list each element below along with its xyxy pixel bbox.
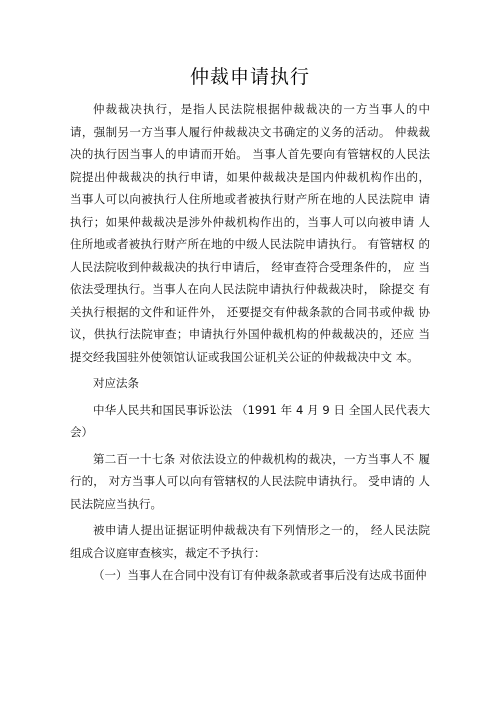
paragraph-definition: 仲裁裁决执行，是指人民法院根据仲裁裁决的一方当事人的中 请，强制另一方当事人履行仲裁裁决文书确定的义务的活动。 仲裁裁 决的执行因当事人的申请而开始。 当事人首先要向有管辖权的人民法 院提出仲裁裁决的执行申请，如果仲裁裁决是国内仲裁机构作出的， 当事人可以向被执行人住所地或者被执行财产所在地的人民法院申 请执行；如果仲裁裁决是涉外仲裁机构作出的，当事人可以向被申请 人住所地或者被执行财产所在地的中级人民法院申请执行。 有管辖权 的人民法院收到仲裁裁决的执行申请后， 经审查符合受理条件的， 应 当依法受理执行。当事人在向人民法院申请执行仲裁裁决时， 除提交 有关执行根据的文件和证件外， 还要提交有仲裁条款的合同书或仲裁 协议，供执行法院审查；申请执行外国仲裁机构的仲裁裁决的，还应 当提交经我国驻外使领馆认证或我国公证机关公证的仲裁裁决中文 本。 xyxy=(70,102,430,364)
paragraph-non-enforcement: 被申请人提出证据证明仲裁裁决有下列情形之一的， 经人民法院组成合议庭审查核实，裁定不予执行： xyxy=(70,523,430,560)
document-title: 仲裁申请执行 xyxy=(189,66,310,88)
paragraph-item-1: （一）当事人在合同中没有订有仲裁条款或者事后没有达成书面仲 xyxy=(93,568,427,582)
paragraph-law-citation: 中华人民共和国民事诉讼法 （1991 年 4 月 9 日 全国人民代表大会） xyxy=(70,402,430,439)
paragraph-article-217: 第二百一十七条 对依法设立的仲裁机构的裁决，一方当事人不 履行的， 对方当事人可以向有管辖权的人民法院申请执行。 受申请的 人民法院应当执行。 xyxy=(70,451,430,511)
paragraph-heading-legal-basis: 对应法条 xyxy=(93,376,139,390)
document-body xyxy=(70,98,430,587)
